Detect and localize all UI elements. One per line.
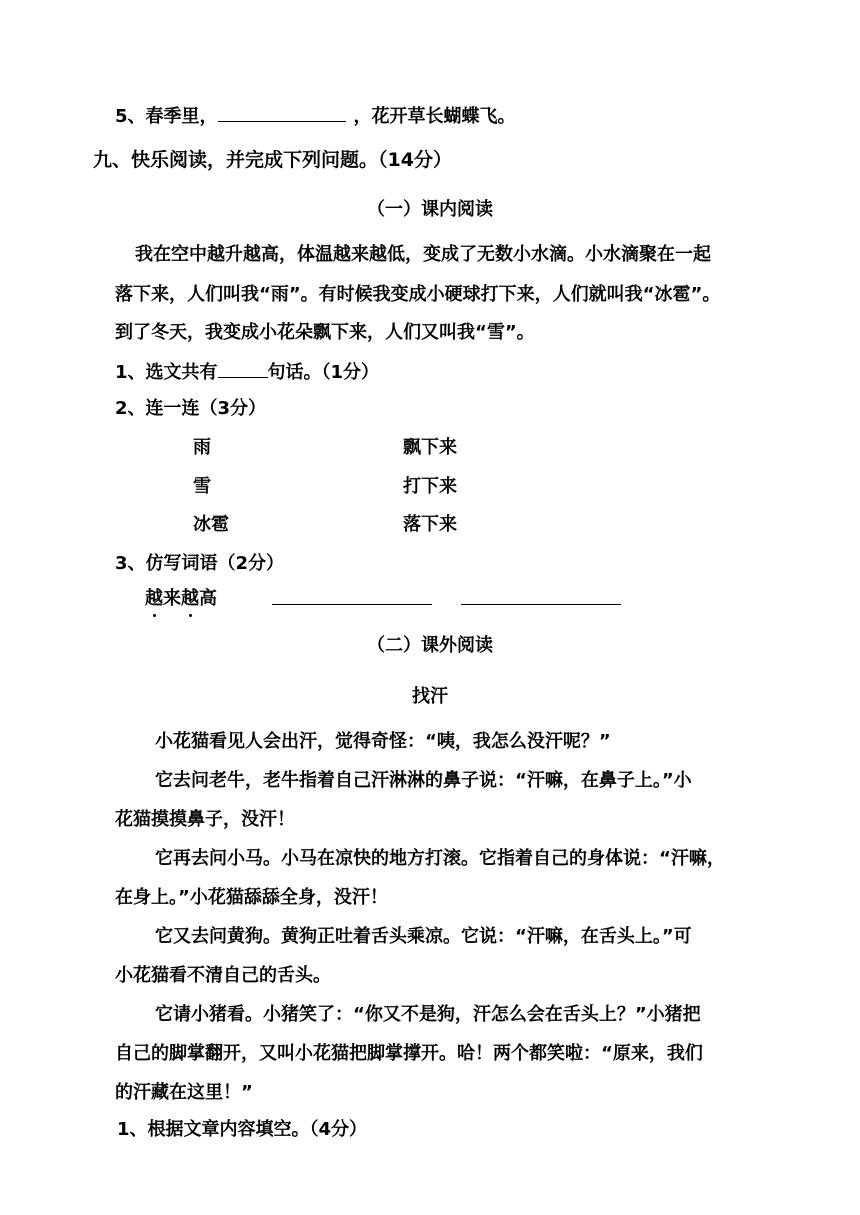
match-left-item[interactable]: 雨 <box>193 437 211 458</box>
part-1-heading: （一）课内阅读 <box>367 199 493 220</box>
section-title: 九、快乐阅读，并完成下列问题。（14分） <box>93 149 452 171</box>
part-1-question-2: 2、连一连（3分） <box>115 398 267 419</box>
story-line: 小花猫看见人会出汗，觉得奇怪：“咦，我怎么没汗呢？” <box>155 731 611 752</box>
story-line: 它去问老牛，老牛指着自己汗淋淋的鼻子说：“汗嘛，在鼻子上。”小 <box>155 770 692 791</box>
story-line: 的汗藏在这里！” <box>115 1082 253 1103</box>
passage-line: 到了冬天，我变成小花朵飘下来，人们又叫我“雪”。 <box>115 322 535 343</box>
story-line: 自己的脚掌翻开，又叫小花猫把脚掌撑开。哈！两个都笑啦：“原来，我们 <box>115 1043 703 1064</box>
part-1-question-1 <box>115 359 379 385</box>
match-left-item[interactable]: 雪 <box>193 476 211 497</box>
match-left-item[interactable]: 冰雹 <box>193 514 229 535</box>
passage-line: 我在空中越升越高，体温越来越低，变成了无数小水滴。小水滴聚在一起 <box>135 244 711 265</box>
match-right-item[interactable]: 落下来 <box>403 514 457 535</box>
story-line: 它再去问小马。小马在凉快的地方打滚。它指着自己的身体说：“汗嘛， <box>155 848 725 869</box>
question-5 <box>115 103 516 129</box>
imitate-example <box>145 587 217 611</box>
match-right-item[interactable]: 飘下来 <box>403 437 457 458</box>
story-line: 花猫摸摸鼻子，没汗！ <box>115 809 295 830</box>
part-1-question-3: 3、仿写词语（2分） <box>115 553 285 574</box>
question-5-text-before: 5、春季里， <box>115 106 218 127</box>
question-text-before: 1、选文共有 <box>115 362 218 383</box>
part-2-question-1: 1、根据文章内容填空。（4分） <box>117 1119 368 1140</box>
story-line: 小花猫看不清自己的舌头。 <box>115 965 331 986</box>
match-right-item[interactable]: 打下来 <box>403 476 457 497</box>
story-line: 在身上。”小花猫舔舔全身，没汗！ <box>115 887 388 908</box>
story-title: 找汗 <box>412 686 448 707</box>
passage-line: 落下来，人们叫我“雨”。有时候我变成小硬球打下来，人们就叫我“冰雹”。 <box>115 284 721 305</box>
story-line: 它请小猪看。小猪笑了：“你又不是狗，汗怎么会在舌头上？”小猪把 <box>155 1004 701 1025</box>
emphasis-char: 越 <box>181 588 199 609</box>
story-line: 它又去问黄狗。黄狗正吐着舌头乘凉。它说：“汗嘛，在舌头上。”可 <box>155 926 692 947</box>
answer-line-1[interactable] <box>272 604 432 605</box>
part-2-heading: （二）课外阅读 <box>367 635 493 656</box>
answer-line-2[interactable] <box>461 604 621 605</box>
question-text-after: 句话。（1分） <box>267 362 380 383</box>
answer-blank[interactable] <box>218 359 268 378</box>
plain-char: 高 <box>199 588 217 609</box>
question-5-text-after: ，花开草长蝴蝶飞。 <box>353 106 516 127</box>
plain-char: 来 <box>163 588 181 609</box>
answer-blank[interactable] <box>218 103 346 122</box>
emphasis-char: 越 <box>145 588 163 609</box>
